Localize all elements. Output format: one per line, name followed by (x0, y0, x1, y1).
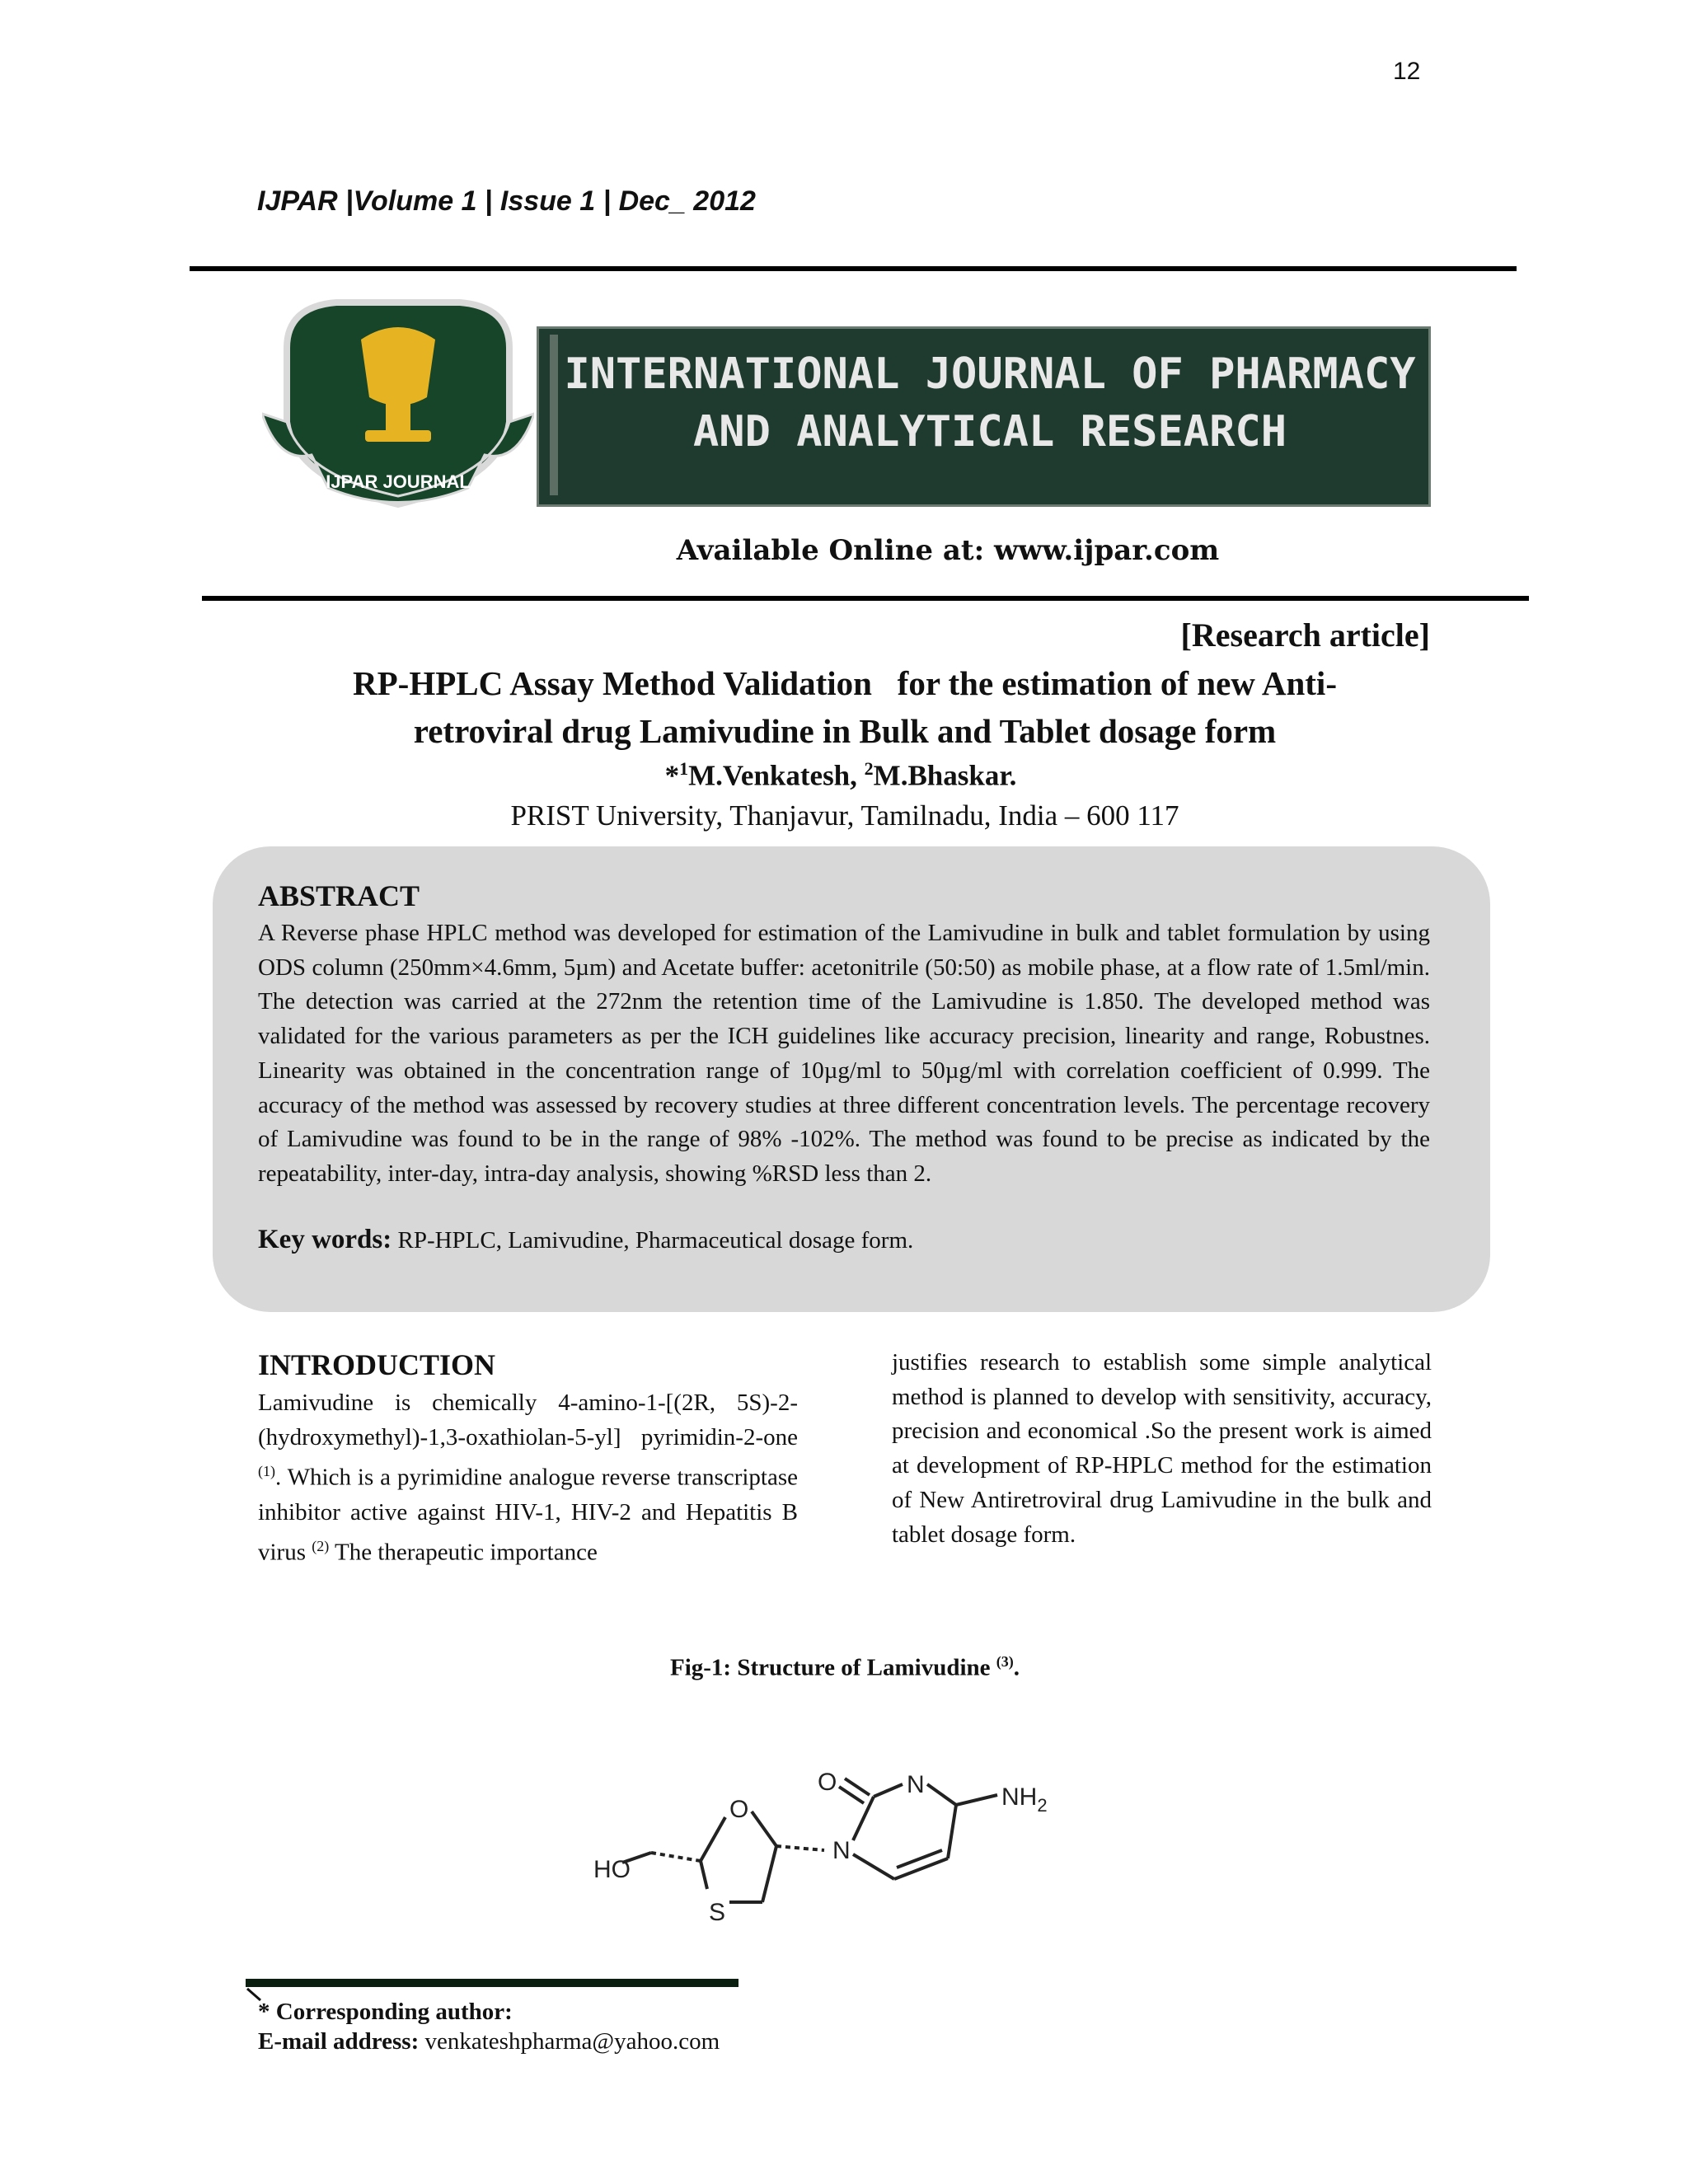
atom-nh2 (1001, 1783, 1048, 1816)
email-line (258, 2028, 720, 2055)
banner-line-2: AND ANALYTICAL RESEARCH (692, 407, 1287, 457)
journal-banner (537, 326, 1431, 507)
email-address: venkateshpharma@yahoo.com (419, 2028, 720, 2055)
footnote-rule (246, 1979, 738, 1987)
logo-text: IJPAR JOURNAL (326, 471, 471, 492)
journal-logo (262, 298, 534, 509)
intro-text-a: Lamivudine is chemically 4-amino-1-[(2R, 5S)-2-(hydroxymethyl)-1,3-oxathiolan-5-yl] pyrimidin-2-one (258, 1390, 798, 1451)
email-label: E-mail address: (258, 2028, 420, 2055)
banner-line-1: INTERNATIONAL JOURNAL OF PHARMACY (564, 349, 1416, 399)
abstract-heading: ABSTRACT (258, 879, 420, 912)
introduction-left-column (258, 1386, 798, 1571)
atom-o-carbonyl: O (818, 1769, 837, 1796)
caption-reference: (3) (996, 1653, 1014, 1670)
lamivudine-structure (560, 1731, 1121, 1937)
atom-s-ring: S (709, 1899, 726, 1926)
author-2: M.Bhaskar. (873, 759, 1017, 792)
abstract-text: A Reverse phase HPLC method was developed for estimation of the Lamivudine in bulk and tablet formulation by using ODS column (250mm×4.6mm, 5µm) and Acetate buffer: acetonitrile (50:50) as mobile phase, at a flow rate of 1.5ml/min. The detection was carried at the 272nm the retention time of the Lamivudine is 1.850. The developed method was validated for the various parameters as per the ICH guidelines like accuracy precision, linearity and range, Robustnes. Linearity was obtained in the concentration range of 10µg/ml to 50µg/ml with correlation coefficient of 0.999. The accuracy of the method was assessed by recovery studies at three different concentration levels. The percentage recovery of Lamivudine was found to be in the range of 98% -102%. The method was found to be precise as indicated by the repeatability, inter-day, intra-day analysis, showing %RSD less than 2. (258, 920, 1430, 1187)
atom-n-ring-1: N (832, 1837, 851, 1864)
available-online: Available Online at: www.ijpar.com (676, 534, 1220, 567)
intro-text-b: . Which is a pyrimidine analogue reverse transcriptase inhibitor active against HIV-1, HIV-2 and Hepatitis B virus (258, 1465, 798, 1567)
atom-ho: HO (593, 1856, 631, 1883)
article-title (214, 659, 1475, 755)
affiliation-mark-1: 1 (679, 758, 689, 779)
journal-reference: IJPAR |Volume 1 | Issue 1 | Dec_ 2012 (257, 185, 756, 217)
title-line-2: retroviral drug Lamivudine in Bulk and Tablet dosage form (413, 712, 1277, 750)
atom-nh2-subscript: 2 (1037, 1795, 1048, 1816)
corresponding-mark: * (664, 759, 680, 792)
page-number: 12 (1393, 58, 1421, 85)
caption-end: . (1013, 1654, 1020, 1681)
top-rule (190, 266, 1517, 271)
caption-text: Fig-1: Structure of Lamivudine (669, 1654, 996, 1681)
article-type: [Research article] (1180, 616, 1430, 654)
keywords (258, 1225, 1430, 1255)
figure-caption (536, 1653, 1154, 1682)
atom-o-ring: O (729, 1796, 749, 1823)
keywords-text: RP-HPLC, Lamivudine, Pharmaceutical dosage form. (392, 1227, 914, 1254)
keywords-label: Key words: (258, 1225, 392, 1254)
middle-rule (202, 596, 1529, 601)
title-line-1: RP-HPLC Assay Method Validation for the estimation of new Anti- (353, 664, 1337, 702)
reference-2: (2) (312, 1538, 330, 1555)
reference-1: (1) (258, 1463, 275, 1480)
authors (462, 758, 1220, 793)
atom-nh: NH (1001, 1783, 1038, 1811)
affiliation-mark-2: 2 (864, 758, 874, 779)
affiliation: PRIST University, Thanjavur, Tamilnadu, India – 600 117 (510, 799, 1179, 832)
atom-n-ring-2: N (907, 1771, 925, 1798)
intro-text-c: The therapeutic importance (329, 1540, 598, 1567)
corresponding-author-label: * Corresponding author: (258, 1999, 513, 2025)
introduction-right-column: justifies research to establish some simple analytical method is planned to develop with sensitivity, accuracy, precision and economical .So the present work is aimed at development of RP-HPLC method for the estimation of New Antiretroviral drug Lamivudine in the bulk and tablet dosage form. (892, 1349, 1432, 1548)
introduction-heading: INTRODUCTION (258, 1348, 496, 1381)
author-1: M.Venkatesh, (688, 759, 865, 792)
